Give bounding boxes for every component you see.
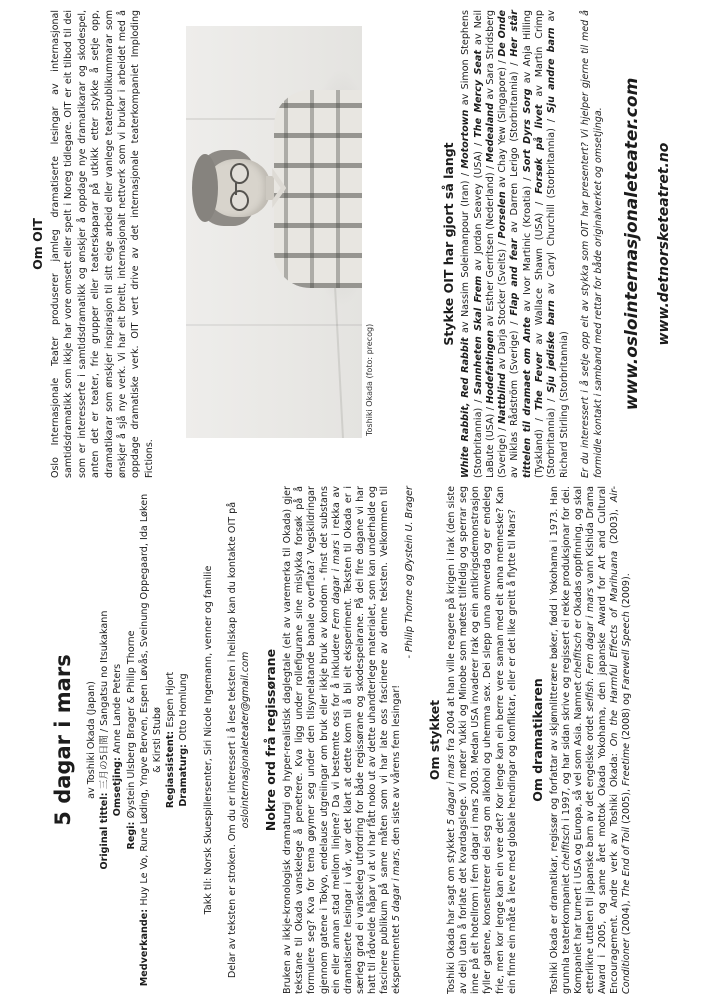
page-title: 5 dagar i mars xyxy=(51,654,75,826)
credit-cast-continued: & Kirsti Stubø xyxy=(152,707,164,773)
credit-translation: Omsetjing: Anne Lande Peters xyxy=(112,663,124,817)
section-about-playwright xyxy=(530,486,634,994)
credit-dramaturg: Dramaturg: Otto Homlung xyxy=(178,673,190,807)
photo-plaid-shirt xyxy=(274,90,362,288)
section-heading-plays: Stykke OIT har gjort så langt xyxy=(441,142,457,346)
thanks-line: Takk til: Norsk Skuespillersenter, Siri Nicole Ingemann, venner og familie xyxy=(202,565,214,915)
theatre-website-url: www.detnorsketeatret.no xyxy=(656,142,673,346)
section-heading-about-oit: Om OIT xyxy=(30,218,45,270)
contact-email: oslointernasjonaleteater@gmail.com xyxy=(240,651,252,829)
directors-note-text: Bruken av ikkje-kronologisk dramaturgi og hyper-realistisk daglegtale (eit av varemerka til Okada) gjer tekstane til Okada vanskelege å penetrere. Kva ligg under rollefigurane sine mislykka forsøk på å formulere seg? Kva for tema gøymer seg under den tilsynelatande banale overflata? Vegskildringar gjennom gatene i Tokyo, endelause utgreiingar om bruk eller ikkje bruk av kondom - finst det substans ein eller annan stad mellom linjene? Da vi bestemte oss for å inkludere Fem dagar i mars i rekka av dramatiserte lesingar i vår, var det klart at dette kom til å bli eit eksperiment. Teksten til Okada er i særleg grad ei vanskeleg utfordring for både regissørane og skodespelarane. På dei fire dagane vi har hatt til rådvelde håpar vi at vi har fått noko ut av dette uhandterlege materialet, som kan underhalde og fascinere publikum på same måten som vi har late oss fascinere av denne teksten. Velkommen til eksperimentet 5 dagar i mars, den siste av vårens fem lesingar! xyxy=(282,486,403,994)
company-column xyxy=(30,10,673,478)
credit-direction: Regi: Øystein Ulsberg Brager & Philip Thorne xyxy=(125,630,137,850)
credit-cast: Medverkande: Huy Le Vo, Rune Løding, Yngve Berven, Espen Løvås, Sveinung Oppegaard, Ida Løken xyxy=(138,493,150,987)
production-column xyxy=(50,486,633,994)
section-heading-about-play: Om stykket xyxy=(427,699,443,781)
directors-note-signature: - Philip Thorne og Øystein U. Brager xyxy=(404,486,416,659)
section-heading-about-playwright: Om dramatikaren xyxy=(529,678,545,802)
credit-assistant-director: Regiassistent: Espen Hjort xyxy=(165,671,177,809)
photo-caption: Toshiki Okada (foto: precog) xyxy=(365,323,375,436)
section-about-play xyxy=(427,486,519,994)
company-website-url: www.oslointernasjonaleteater.com xyxy=(622,77,643,411)
full-text-note: Delar av teksten er stroken. Om du er interessert i å lese teksten i heilskap kan du kontakte OIT på xyxy=(226,501,238,979)
rights-contact-note: Er du interessert i å setje opp eit av stykka som OIT har presentert? Vi hjelper gjerne til med å formidle kontakt i samband med rettar for både originalverket og omsetjinga. xyxy=(579,10,604,478)
credit-original-title: Original tittel: 三月の5日間 / Sangatsu no Itsukakann xyxy=(99,610,111,870)
plays-list: White Rabbit, Red Rabbit av Nassim Soleimanpour (Iran) / Motortown av Simon Stephens (Storbritannia) / Sannheten Skal Frem av Jordan Seavey (USA) / The Mercy Seat av Neil LaBute (USA) / Hodefatingen av Esther Gerritsen (Nederland) / Medealand av Sara Stridsberg (Sverige) / Nattblind av Darja Stocker (Sveits) / Porselen av Chay Yew (Singapore) / De Onde av Niklas Rådström (Sverige) / Flap and fear av Darren Lerigo (Storbritannia) / Her står tittelen til dramaet om Ante av Ivor Martinic (Kroatia) / Sort Dyrs Sorg av Anja Hilling (Tyskland) / The Fever av Wallace Shawn (USA) / Forsøk på livet av Martin Crimp (Storbritannia) / Sju jødiske barn av Caryl Churchill (Storbritannia) / Sju andre barn av Richard Stirling (Storbritannia) xyxy=(460,9,570,478)
section-directors-note xyxy=(263,486,416,994)
glasses-bridge xyxy=(235,183,237,195)
about-playwright-text: Toshiki Okada er dramatikar, regissør og forfattar av skjønnlitterære bøker, fødd i Yokohama i 1973. Han grunnla teaterkompaniet chelfitsch i 1997, og har sidan skrive og regissert ei rekke produksjonar for dei. Kompaniet har turnert i USA og Europa, så vel som Asia. Namnet chelfitsch er Okadas oppfinning, og skal etterlikne uttalen til japanske barn av det engelske ordet selfish. Fem dagar i mars vann Kishida Drama Award i 2005, og same året mottok Okada Yokohama, den japanske Award for Art and Cultural Encouragement. Andre verk av Toshiki Okada: On the Harmful Effects of Marihuana (2003), Air-Conditioner (2004), The End of Toil (2005), Freetime (2008) og Farewell Speech (2009). xyxy=(548,486,633,994)
about-play-text: Toshiki Okada har sagt om stykket 5 dagar i mars fra 2004 at han ville reagere på krigen i Irak (den siste av dei) utan å forlate det kvardagslege. Vi møter Yukki og Minobe som møtest tilfeldig og sperrar seg inne på eit hotellrom i fem dagar i mars 2003. Medan USA invaderer Irak og ein antikrigsdemonstrasjon fyller gatene, konsentrerer dei seg om alkohol og uhemma sex. Dei slepp unna omverda og er endeleg frie, men kor lenge kan ein vere det? Kor lenge kan ein berre vere saman med eit anna menneske? Kan ein finne ein måte å leve med globale hendingar og konfliktar, eller er det like greitt å flytte til Mars? xyxy=(446,485,518,994)
about-oit-text: Oslo Internasjonale Teater produserer jamleg dramatiserte lesingar av internasjonal samtidsdramatikk som ikkje har vore omsett eller spelt i Noreg tidlegare. OIT er eit tilbod til dei som er interesserte i samtidsdramatikk og ønskjer å oppdage nye dramatikarar og skodespel, anten det er teater, frie grupper eller teaterskaparar på utkikk etter stykke å setje opp, dramatikarar som ønskjer inspirasjon til sitt eige arbeid eller vanlege teaterpublikummarar som ønskjer å sjå nye verk. Vi har eit breitt, internasjonalt nettverk som vi brukar i arbeidet med å oppdage dramatiske verk. OIT vert drive av det internasjonale teaterkompaniet Imploding Fictions. xyxy=(50,10,155,478)
credit-byline: av Toshiki Okada (Japan) xyxy=(86,681,97,799)
playwright-photo xyxy=(186,26,362,438)
section-heading-directors-note: Nokre ord frå regissørane xyxy=(263,648,279,832)
